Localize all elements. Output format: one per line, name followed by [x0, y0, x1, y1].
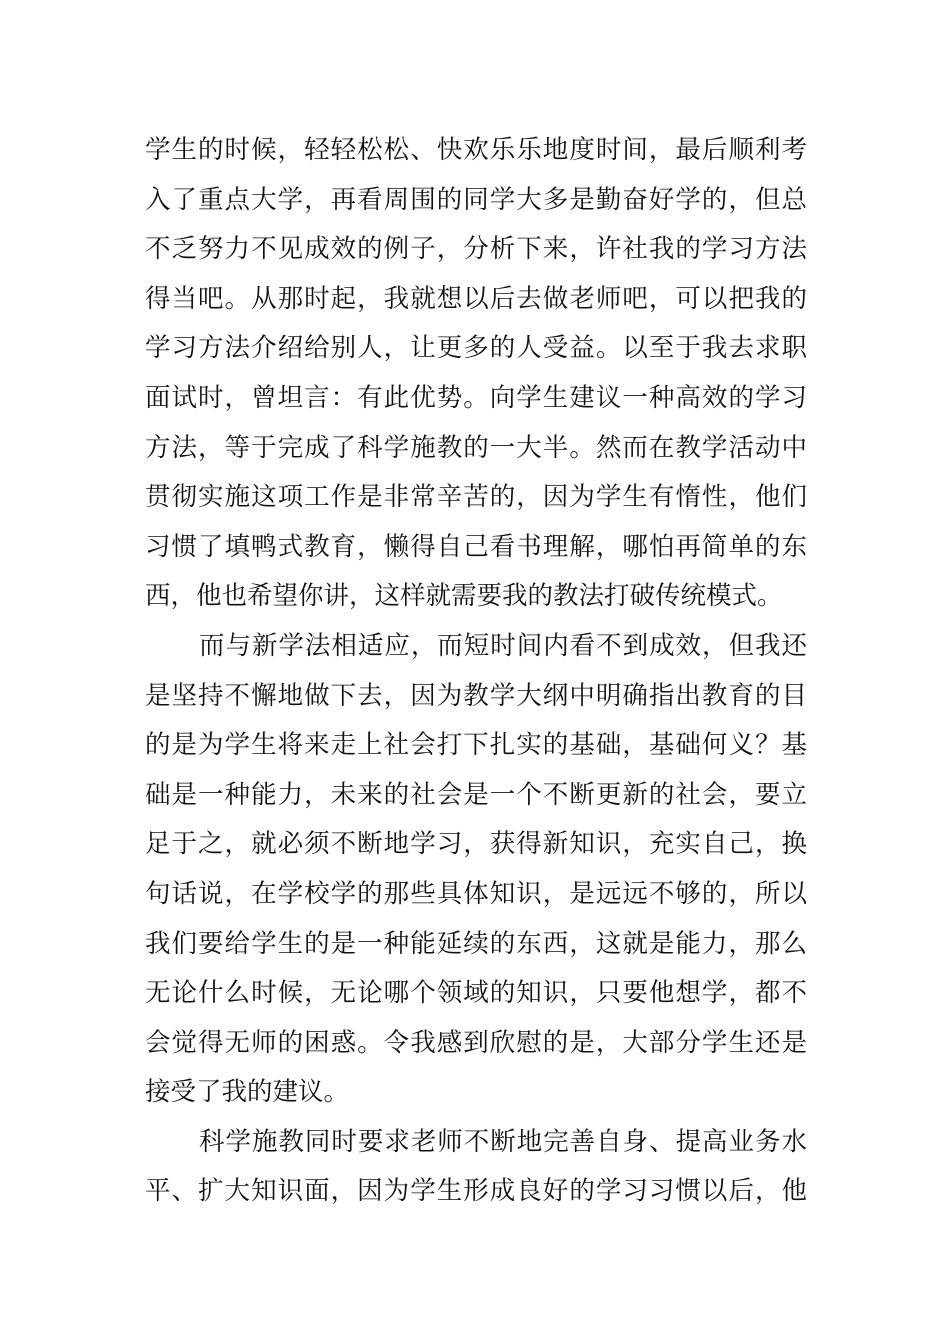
text-line: 得当吧。从那时起，我就想以后去做老师吧，可以把我的	[145, 283, 807, 314]
text-line: 无论什么时候，无论哪个领域的知识，只要他想学，都不	[145, 978, 807, 1009]
text-line: 句话说，在学校学的那些具体知识，是远远不够的，所以	[145, 878, 807, 909]
paragraph-start-line: 而与新学法相适应，而短时间内看不到成效，但我还	[199, 630, 807, 661]
text-line: 是坚持不懈地做下去，因为教学大纲中明确指出教育的目	[145, 680, 807, 711]
text-line: 接受了我的建议。	[145, 1077, 350, 1108]
text-line: 贯彻实施这项工作是非常辛苦的，因为学生有惰性，他们	[145, 482, 807, 513]
text-line: 平、扩大知识面，因为学生形成良好的学习习惯以后，他	[145, 1176, 807, 1207]
text-line: 入了重点大学，再看周围的同学大多是勤奋好学的，但总	[145, 184, 807, 215]
paragraph-start-line: 科学施教同时要求老师不断地完善自身、提高业务水	[199, 1126, 807, 1157]
text-line: 方法，等于完成了科学施教的一大半。然而在教学活动中	[145, 432, 807, 463]
text-line: 础是一种能力，未来的社会是一个不断更新的社会，要立	[145, 779, 807, 810]
text-line: 足于之，就必须不断地学习，获得新知识，充实自己，换	[145, 829, 807, 860]
text-line: 学习方法介绍给别人，让更多的人受益。以至于我去求职	[145, 333, 807, 364]
text-line: 习惯了填鸭式教育，懒得自己看书理解，哪怕再简单的东	[145, 531, 807, 562]
text-line: 我们要给学生的是一种能延续的东西，这就是能力，那么	[145, 928, 807, 959]
text-line: 学生的时候，轻轻松松、快欢乐乐地度时间，最后顺利考	[145, 135, 807, 165]
text-line: 面试时，曾坦言：有此优势。向学生建议一种高效的学习	[145, 382, 807, 413]
document-body	[145, 126, 807, 1217]
text-line: 的是为学生将来走上社会打下扎实的基础，基础何义？基	[145, 730, 807, 761]
text-line: 西，他也希望你讲，这样就需要我的教法打破传统模式。	[145, 581, 783, 612]
text-line: 会觉得无师的困惑。令我感到欣慰的是，大部分学生还是	[145, 1027, 807, 1058]
text-line: 不乏努力不见成效的例子，分析下来，许社我的学习方法	[145, 234, 807, 265]
